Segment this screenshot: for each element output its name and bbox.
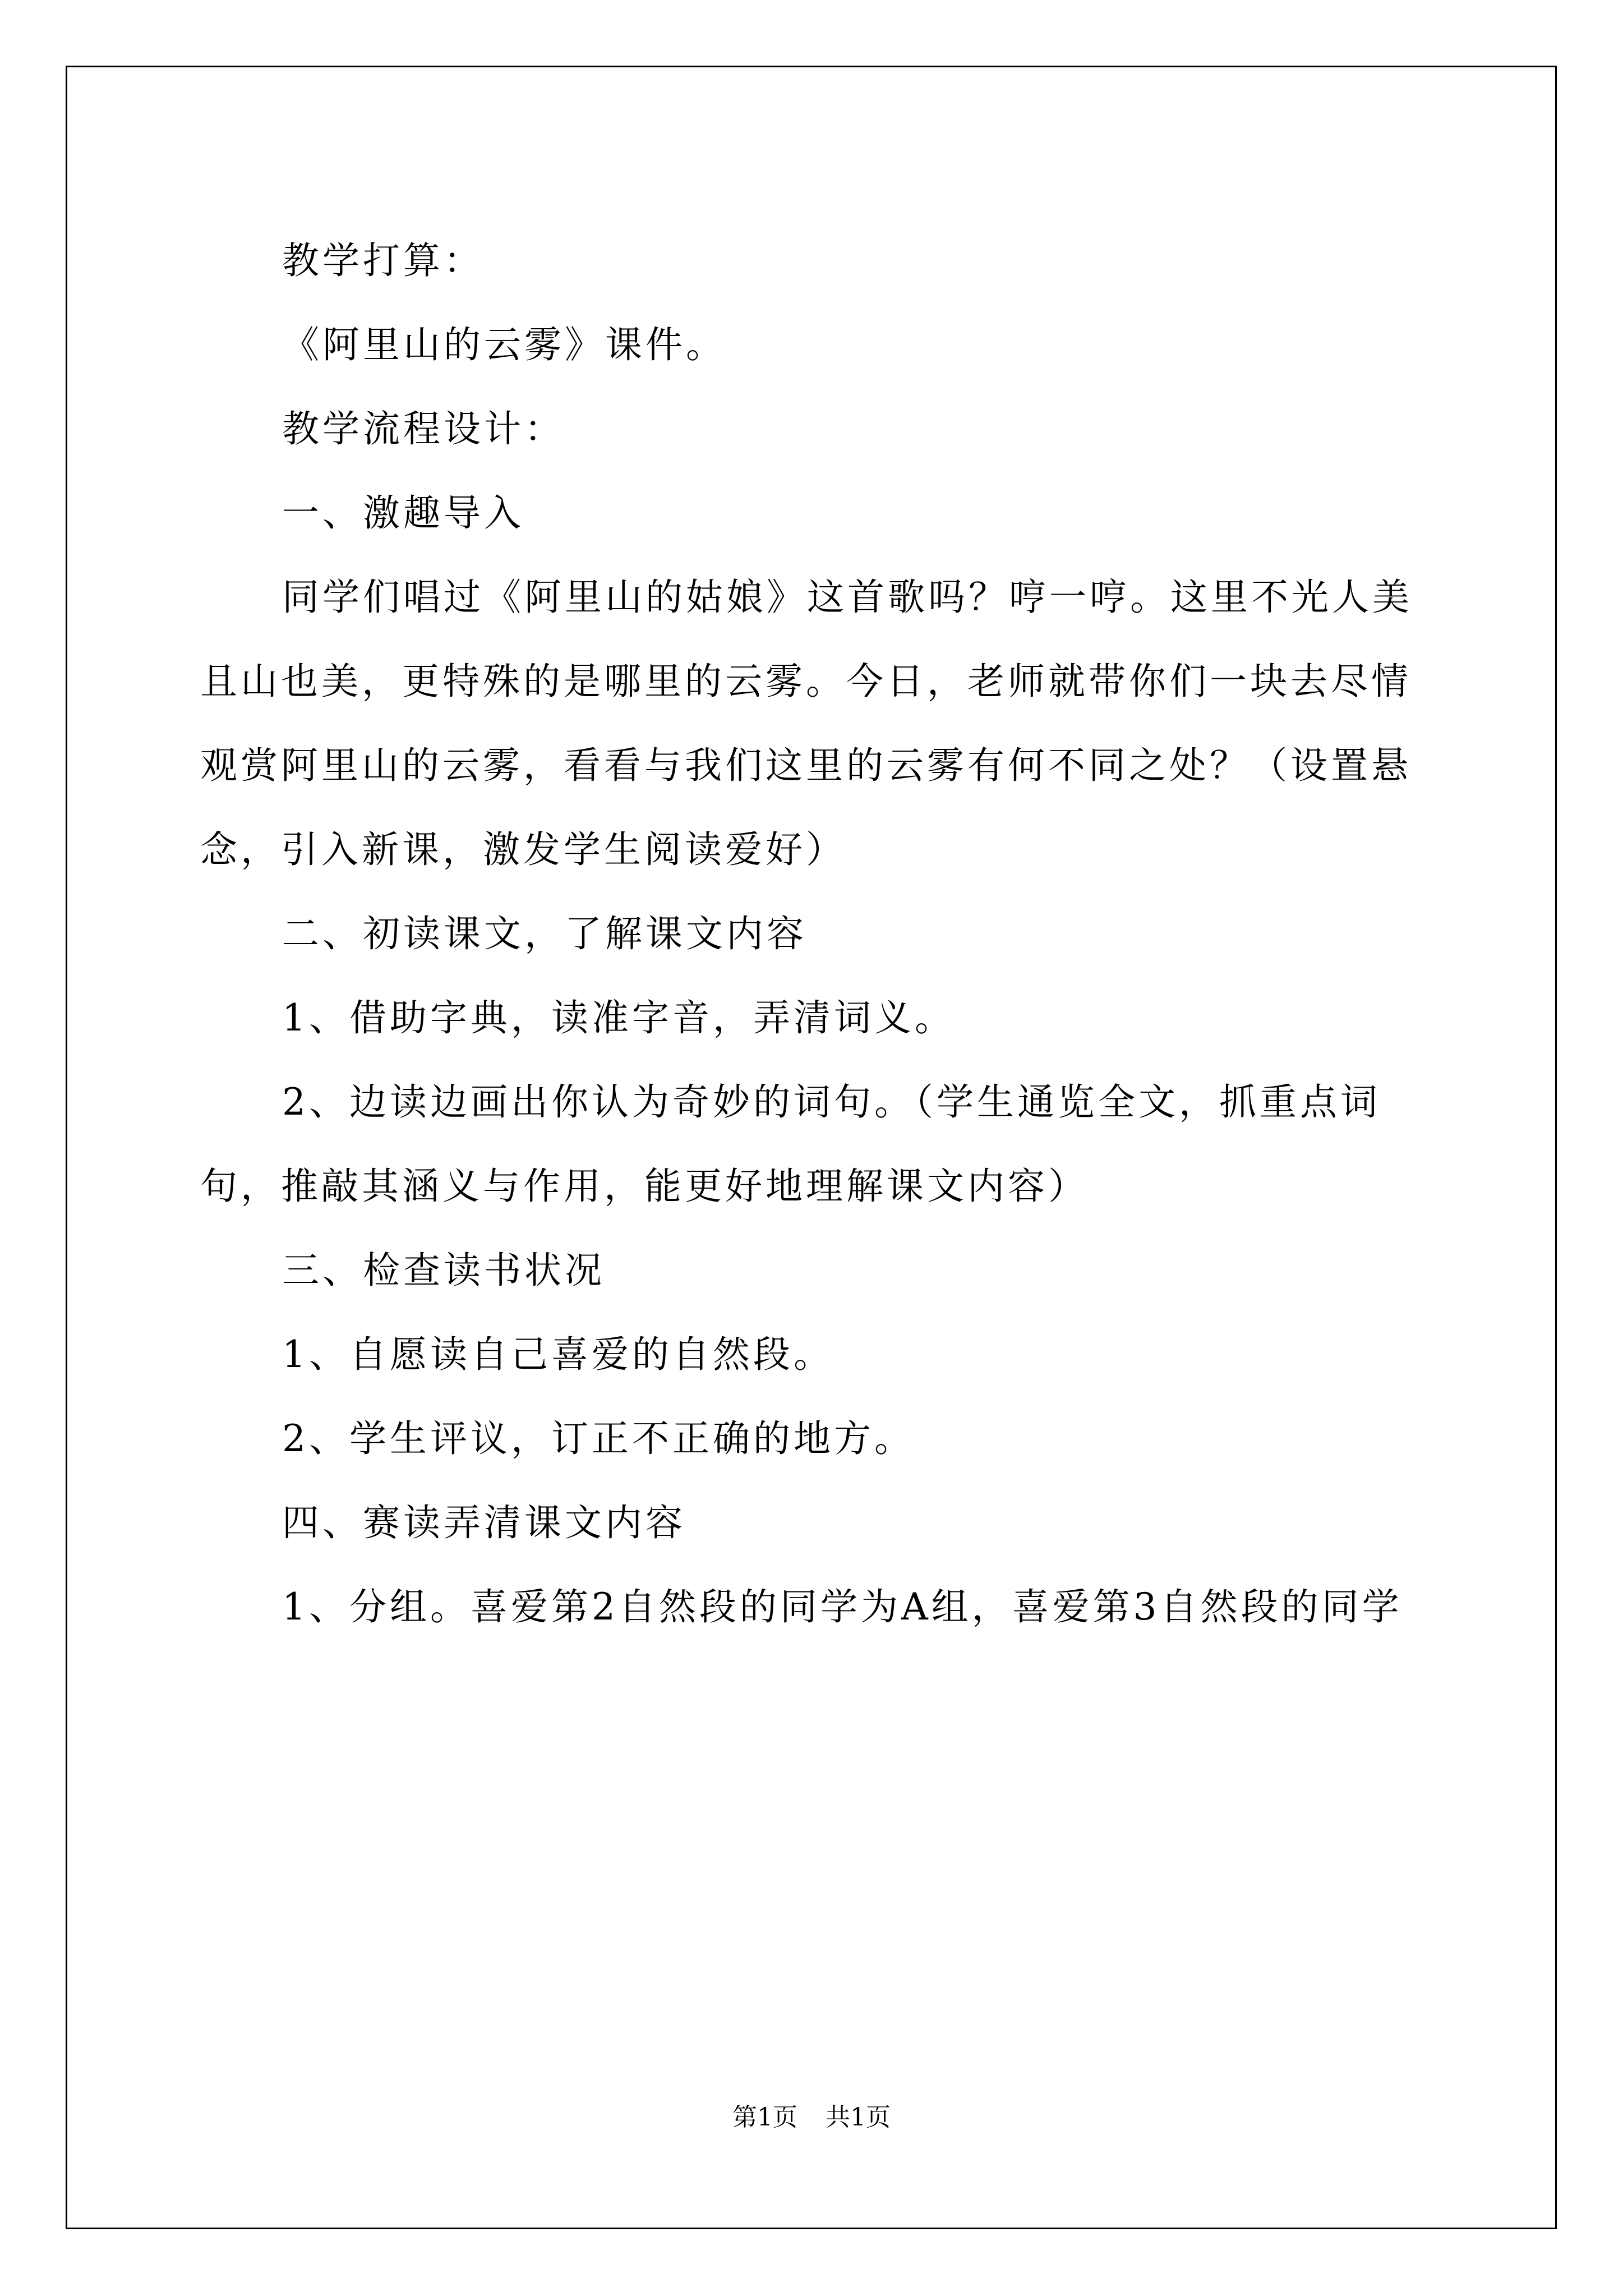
page-total: 共1页	[826, 2103, 891, 2132]
paragraph: 教学打算：	[282, 239, 484, 282]
section-heading: 四、赛读弄清课文内容	[282, 1501, 686, 1544]
document-body	[200, 219, 1445, 1649]
page-footer	[0, 2097, 1623, 2133]
paragraph: 2、边读边画出你认为奇妙的词句。（学生通览全文，抓重点词句，推敲其涵义与作用，能更好地理解课文内容）	[200, 1080, 1381, 1208]
page-number: 第1页	[732, 2103, 797, 2132]
section-heading: 一、激趣导入	[282, 491, 524, 535]
paragraph: 1、自愿读自己喜爱的自然段。	[282, 1333, 834, 1376]
section-heading: 二、初读课文，了解课文内容	[282, 912, 807, 955]
paragraph: 教学流程设计：	[282, 407, 565, 450]
paragraph: 2、学生评议，订正不正确的地方。	[282, 1417, 915, 1460]
paragraph: 同学们唱过《阿里山的姑娘》这首歌吗？哼一哼。这里不光人美且山也美，更特殊的是哪里的云雾。今日，老师就带你们一块去尽情观赏阿里山的云雾，看看与我们这里的云雾有何不同之处？（设置悬念，引入新课，激发学生阅读爱好）	[200, 576, 1413, 871]
paragraph: 1、借助字典，读准字音，弄清词义。	[282, 996, 955, 1039]
paragraph: 1、分组。喜爱第2自然段的同学为A组，喜爱第3自然段的同学	[282, 1585, 1403, 1628]
section-heading: 三、检查读书状况	[282, 1249, 605, 1292]
paragraph: 《阿里山的云雾》课件。	[282, 323, 726, 366]
